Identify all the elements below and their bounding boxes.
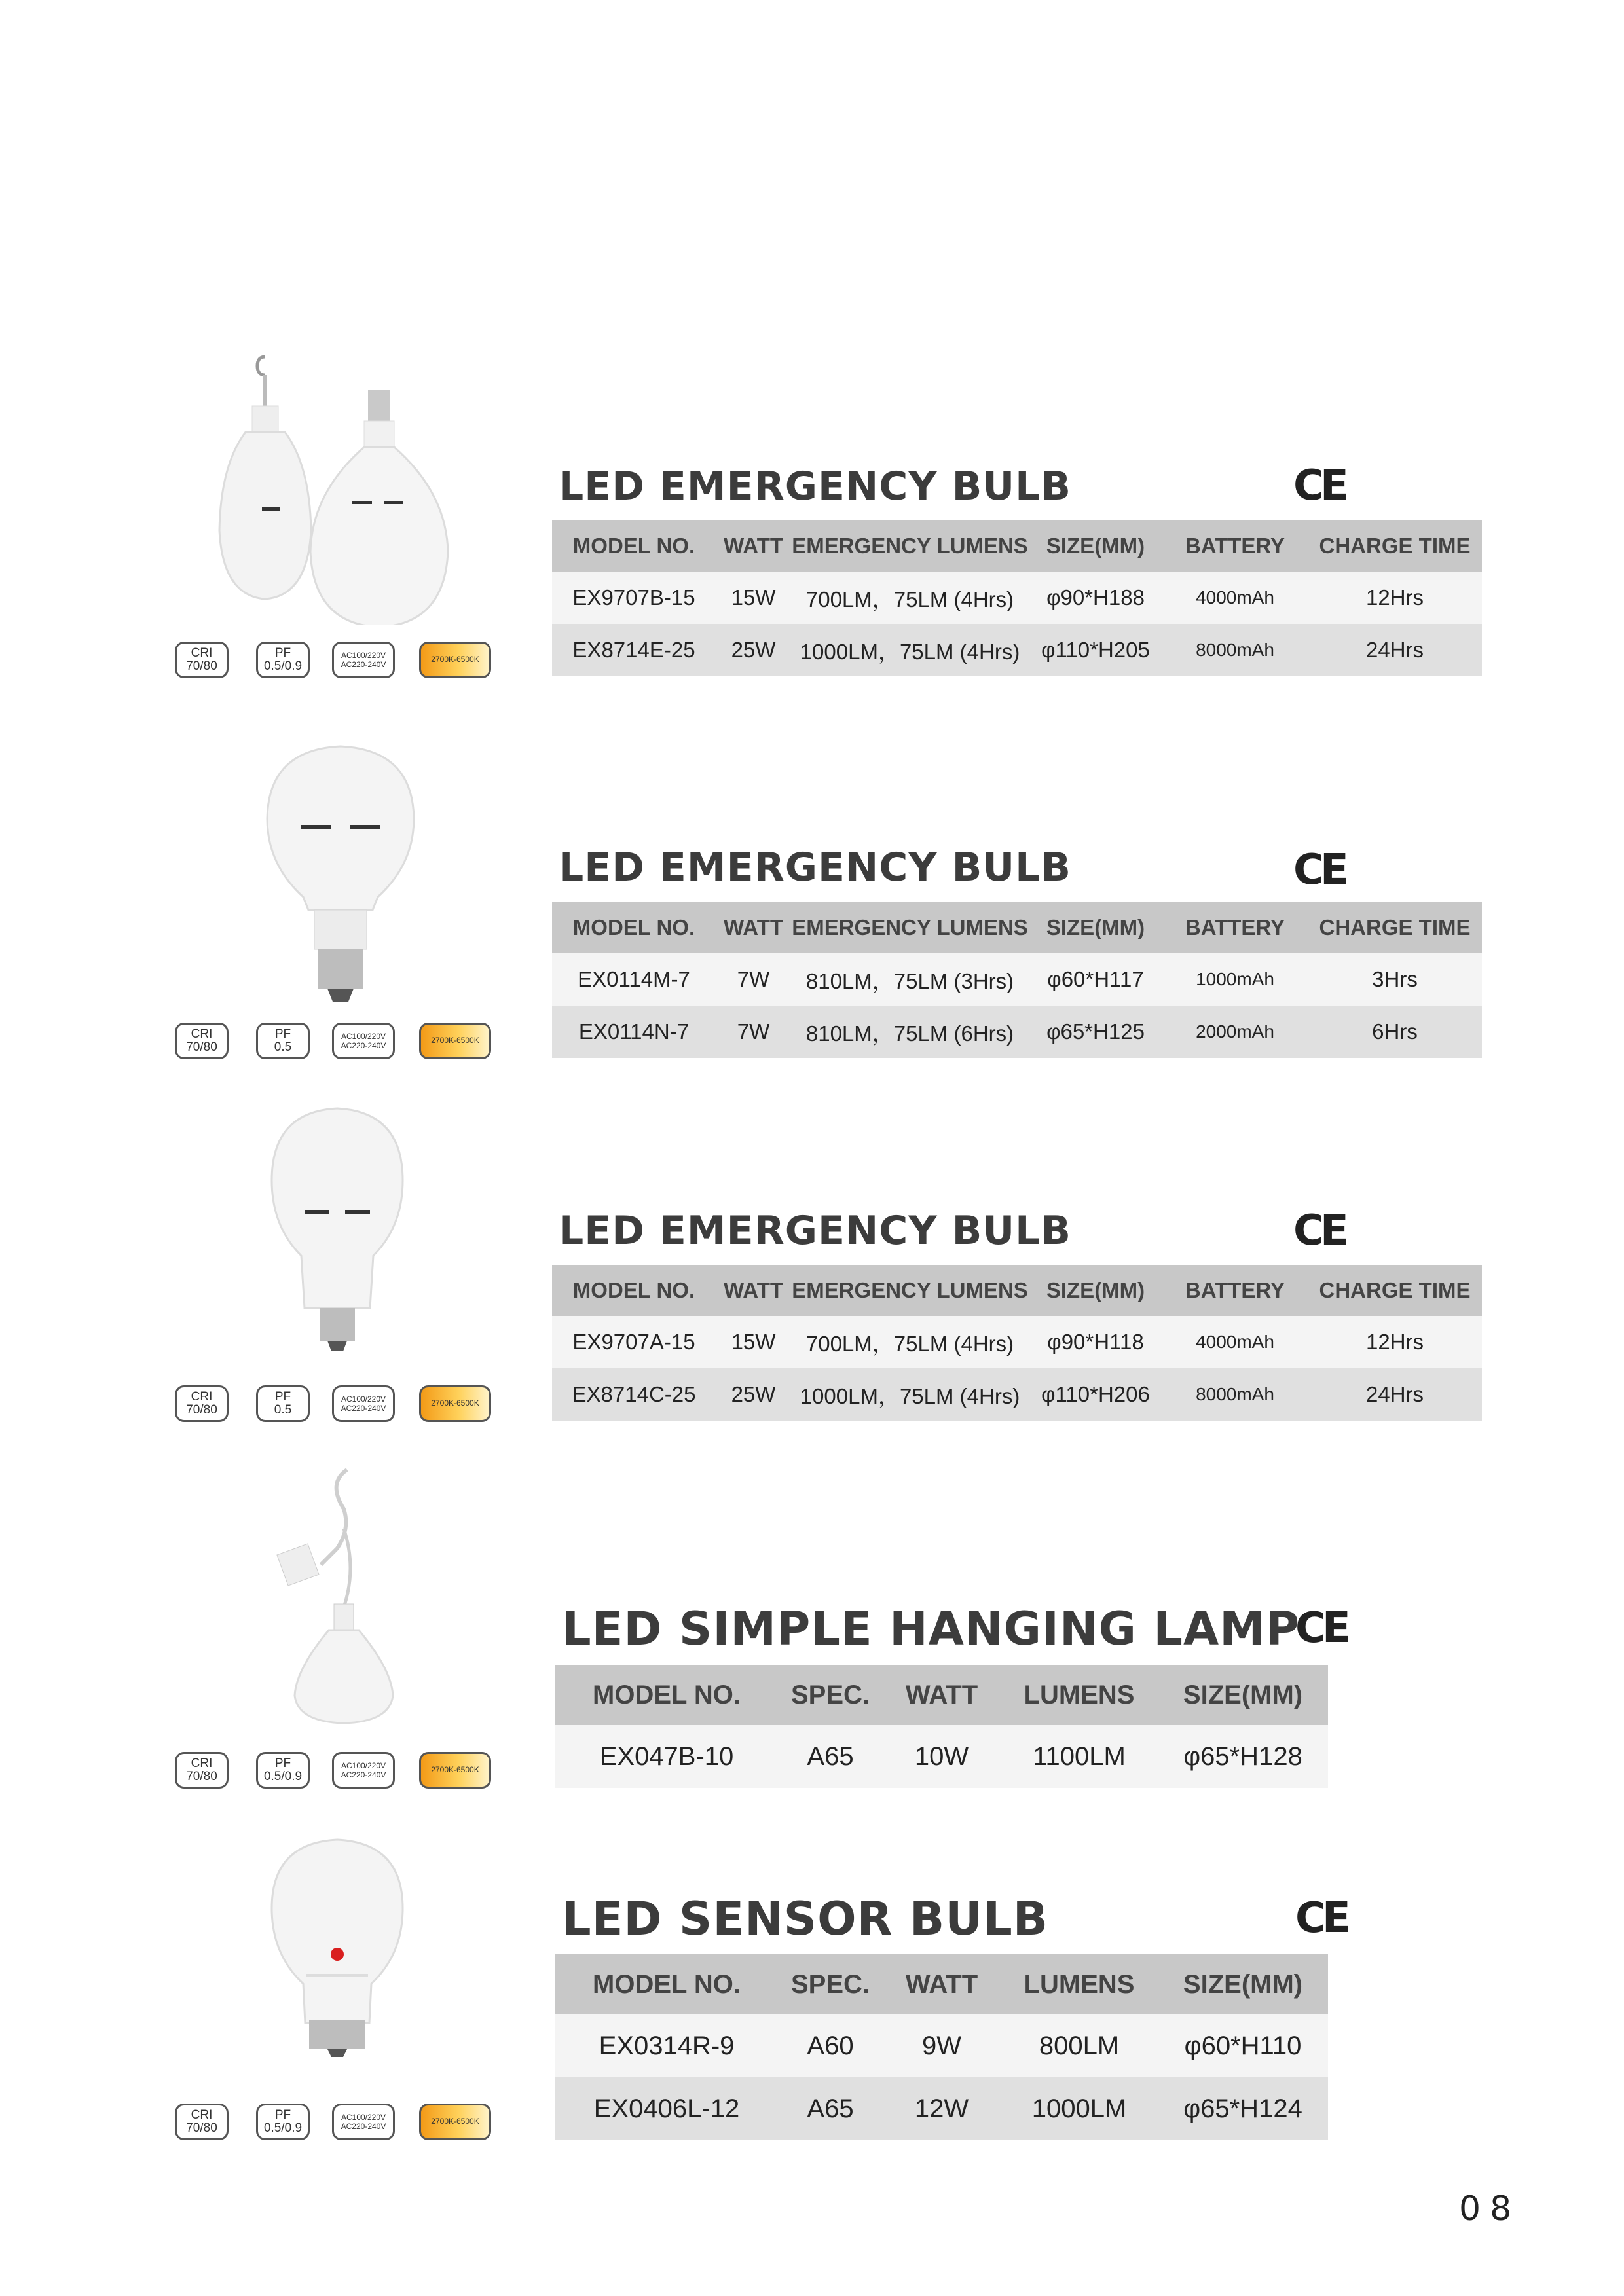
cell-charge: 3Hrs — [1308, 953, 1482, 1006]
cri-value: 70/80 — [186, 659, 217, 673]
cri-badge — [175, 1023, 229, 1059]
voltage-badge — [332, 2104, 395, 2140]
col-header-size: SIZE(MM) — [1029, 1265, 1162, 1316]
cri-value: 70/80 — [186, 1770, 217, 1783]
spec-table — [552, 902, 1482, 1058]
pf-badge — [256, 642, 310, 678]
cell-size: φ90*H188 — [1029, 572, 1162, 624]
cell-lumens: 1000LM，75LM (4Hrs) — [791, 624, 1029, 676]
col-header-charge: CHARGE TIME — [1308, 1265, 1482, 1316]
cell-watt: 12W — [883, 2077, 1001, 2140]
cell-spec: A60 — [778, 2014, 883, 2077]
col-header-charge: CHARGE TIME — [1308, 520, 1482, 572]
pf-badge — [256, 1023, 310, 1059]
section-title: LED SIMPLE HANGING LAMP — [562, 1602, 1301, 1656]
col-header-charge: CHARGE TIME — [1308, 902, 1482, 953]
voltage-line-1: AC100/220V — [341, 1032, 386, 1041]
cri-badge — [175, 1385, 229, 1422]
cell-lumens: 800LM — [1001, 2014, 1158, 2077]
col-header-battery: BATTERY — [1162, 520, 1308, 572]
sensor-bulb-image — [268, 1836, 406, 2059]
cell-model: EX0406L-12 — [555, 2077, 778, 2140]
cri-badge — [175, 2104, 229, 2140]
voltage-line-1: AC100/220V — [341, 2113, 386, 2122]
table-header-row — [555, 1954, 1328, 2014]
cri-badge — [175, 1752, 229, 1789]
table-row — [552, 572, 1482, 624]
color-temp-badge: 2700K-6500K — [419, 1023, 491, 1059]
cell-battery: 1000mAh — [1162, 953, 1308, 1006]
col-header-model: MODEL NO. — [552, 520, 716, 572]
cell-watt: 7W — [716, 1006, 791, 1058]
cell-charge: 24Hrs — [1308, 624, 1482, 676]
table-row — [552, 624, 1482, 676]
ce-mark-icon: CE — [1293, 846, 1345, 894]
voltage-line-2: AC220-240V — [341, 1041, 386, 1050]
cell-charge: 24Hrs — [1308, 1368, 1482, 1421]
cell-model: EX047B-10 — [555, 1725, 778, 1788]
col-header-watt: WATT — [883, 1954, 1001, 2014]
pf-value: 0.5/0.9 — [263, 1770, 303, 1783]
cri-value: 70/80 — [186, 2121, 217, 2135]
cell-model: EX9707B-15 — [552, 572, 716, 624]
spec-table — [555, 1665, 1328, 1788]
cell-watt: 25W — [716, 1368, 791, 1421]
col-header-model: MODEL NO. — [552, 902, 716, 953]
col-header-model: MODEL NO. — [555, 1954, 778, 2014]
table-row — [555, 2077, 1328, 2140]
cell-model: EX0114N-7 — [552, 1006, 716, 1058]
emergency-bulb-image — [262, 743, 419, 1005]
cell-lumens: 700LM，75LM (4Hrs) — [791, 572, 1029, 624]
color-temp-badge: 2700K-6500K — [419, 1752, 491, 1789]
col-header-lumens: EMERGENCY LUMENS — [791, 520, 1029, 572]
cell-watt: 15W — [716, 1316, 791, 1368]
cell-battery: 4000mAh — [1162, 572, 1308, 624]
ce-mark-icon: CE — [1293, 462, 1345, 510]
col-header-battery: BATTERY — [1162, 902, 1308, 953]
col-header-lumens: LUMENS — [1001, 1954, 1158, 2014]
cell-size: φ65*H128 — [1158, 1725, 1328, 1788]
col-header-battery: BATTERY — [1162, 1265, 1308, 1316]
pf-badge — [256, 1752, 310, 1789]
cell-battery: 4000mAh — [1162, 1316, 1308, 1368]
col-header-size: SIZE(MM) — [1029, 902, 1162, 953]
color-temp-badge: 2700K-6500K — [419, 642, 491, 678]
emergency-bulb-image — [268, 1105, 406, 1354]
cell-charge: 12Hrs — [1308, 572, 1482, 624]
cell-size: φ60*H110 — [1158, 2014, 1328, 2077]
section-title: LED EMERGENCY BULB — [559, 845, 1072, 890]
cell-size: φ60*H117 — [1029, 953, 1162, 1006]
cri-badge — [175, 642, 229, 678]
cri-label: CRI — [191, 1390, 213, 1404]
table-header-row — [552, 1265, 1482, 1316]
ce-mark-icon: CE — [1295, 1604, 1347, 1652]
voltage-badge — [332, 1385, 395, 1422]
ce-mark-icon: CE — [1293, 1207, 1345, 1255]
section-title: LED EMERGENCY BULB — [559, 1208, 1072, 1254]
pf-value: 0.5/0.9 — [263, 659, 303, 673]
cell-size: φ110*H205 — [1029, 624, 1162, 676]
cell-spec: A65 — [778, 1725, 883, 1788]
voltage-badge — [332, 642, 395, 678]
cell-charge: 12Hrs — [1308, 1316, 1482, 1368]
cell-lumens: 1000LM，75LM (4Hrs) — [791, 1368, 1029, 1421]
pf-label: PF — [274, 1390, 291, 1404]
table-row — [555, 1725, 1328, 1788]
col-header-model: MODEL NO. — [555, 1665, 778, 1725]
table-row — [552, 1368, 1482, 1421]
pf-badge — [256, 2104, 310, 2140]
col-header-size: SIZE(MM) — [1158, 1954, 1328, 2014]
cell-watt: 10W — [883, 1725, 1001, 1788]
col-header-size: SIZE(MM) — [1158, 1665, 1328, 1725]
col-header-lumens: LUMENS — [1001, 1665, 1158, 1725]
cell-charge: 6Hrs — [1308, 1006, 1482, 1058]
voltage-line-1: AC100/220V — [341, 1761, 386, 1770]
voltage-line-2: AC220-240V — [341, 1404, 386, 1413]
table-header-row — [555, 1665, 1328, 1725]
table-row — [552, 953, 1482, 1006]
cell-size: φ110*H206 — [1029, 1368, 1162, 1421]
table-row — [552, 1006, 1482, 1058]
pf-value: 0.5 — [274, 1403, 292, 1417]
cell-lumens: 810LM，75LM (3Hrs) — [791, 953, 1029, 1006]
voltage-line-1: AC100/220V — [341, 651, 386, 660]
cell-battery: 8000mAh — [1162, 624, 1308, 676]
pf-value: 0.5/0.9 — [263, 2121, 303, 2135]
cell-size: φ90*H118 — [1029, 1316, 1162, 1368]
page-number: 08 — [1459, 2189, 1521, 2229]
voltage-line-2: AC220-240V — [341, 1770, 386, 1779]
col-header-lumens: EMERGENCY LUMENS — [791, 1265, 1029, 1316]
cri-value: 70/80 — [186, 1040, 217, 1054]
table-row — [555, 2014, 1328, 2077]
table-header-row — [552, 902, 1482, 953]
pf-value: 0.5 — [274, 1040, 292, 1054]
pf-label: PF — [274, 1757, 291, 1770]
emergency-bulb-pair-image — [216, 337, 504, 625]
voltage-badge — [332, 1752, 395, 1789]
cell-model: EX8714E-25 — [552, 624, 716, 676]
cell-battery: 8000mAh — [1162, 1368, 1308, 1421]
table-header-row — [552, 520, 1482, 572]
col-header-model: MODEL NO. — [552, 1265, 716, 1316]
hanging-lamp-image — [268, 1463, 413, 1725]
cell-model: EX8714C-25 — [552, 1368, 716, 1421]
cell-lumens: 810LM，75LM (6Hrs) — [791, 1006, 1029, 1058]
voltage-line-2: AC220-240V — [341, 660, 386, 669]
spec-table — [555, 1954, 1328, 2140]
pf-label: PF — [274, 646, 291, 660]
cell-watt: 9W — [883, 2014, 1001, 2077]
cell-lumens: 700LM，75LM (4Hrs) — [791, 1316, 1029, 1368]
cri-label: CRI — [191, 2108, 213, 2122]
cell-watt: 7W — [716, 953, 791, 1006]
cell-model: EX9707A-15 — [552, 1316, 716, 1368]
cell-size: φ65*H125 — [1029, 1006, 1162, 1058]
cri-value: 70/80 — [186, 1403, 217, 1417]
color-temp-badge: 2700K-6500K — [419, 1385, 491, 1422]
col-header-spec: SPEC. — [778, 1665, 883, 1725]
voltage-line-1: AC100/220V — [341, 1394, 386, 1404]
pf-badge — [256, 1385, 310, 1422]
color-temp-badge: 2700K-6500K — [419, 2104, 491, 2140]
cell-watt: 15W — [716, 572, 791, 624]
col-header-spec: SPEC. — [778, 1954, 883, 2014]
spec-table — [552, 1265, 1482, 1421]
cell-lumens: 1100LM — [1001, 1725, 1158, 1788]
table-row — [552, 1316, 1482, 1368]
cell-model: EX0114M-7 — [552, 953, 716, 1006]
spec-table — [552, 520, 1482, 676]
cell-spec: A65 — [778, 2077, 883, 2140]
section-title: LED SENSOR BULB — [562, 1892, 1049, 1946]
col-header-watt: WATT — [716, 902, 791, 953]
cri-label: CRI — [191, 1757, 213, 1770]
col-header-watt: WATT — [716, 1265, 791, 1316]
col-header-watt: WATT — [883, 1665, 1001, 1725]
pf-label: PF — [274, 2108, 291, 2122]
col-header-size: SIZE(MM) — [1029, 520, 1162, 572]
cri-label: CRI — [191, 1027, 213, 1041]
cell-size: φ65*H124 — [1158, 2077, 1328, 2140]
voltage-badge — [332, 1023, 395, 1059]
cell-lumens: 1000LM — [1001, 2077, 1158, 2140]
cell-battery: 2000mAh — [1162, 1006, 1308, 1058]
cri-label: CRI — [191, 646, 213, 660]
ce-mark-icon: CE — [1295, 1894, 1347, 1942]
col-header-lumens: EMERGENCY LUMENS — [791, 902, 1029, 953]
voltage-line-2: AC220-240V — [341, 2122, 386, 2131]
pf-label: PF — [274, 1027, 291, 1041]
col-header-watt: WATT — [716, 520, 791, 572]
section-title: LED EMERGENCY BULB — [559, 464, 1072, 509]
cell-watt: 25W — [716, 624, 791, 676]
cell-model: EX0314R-9 — [555, 2014, 778, 2077]
